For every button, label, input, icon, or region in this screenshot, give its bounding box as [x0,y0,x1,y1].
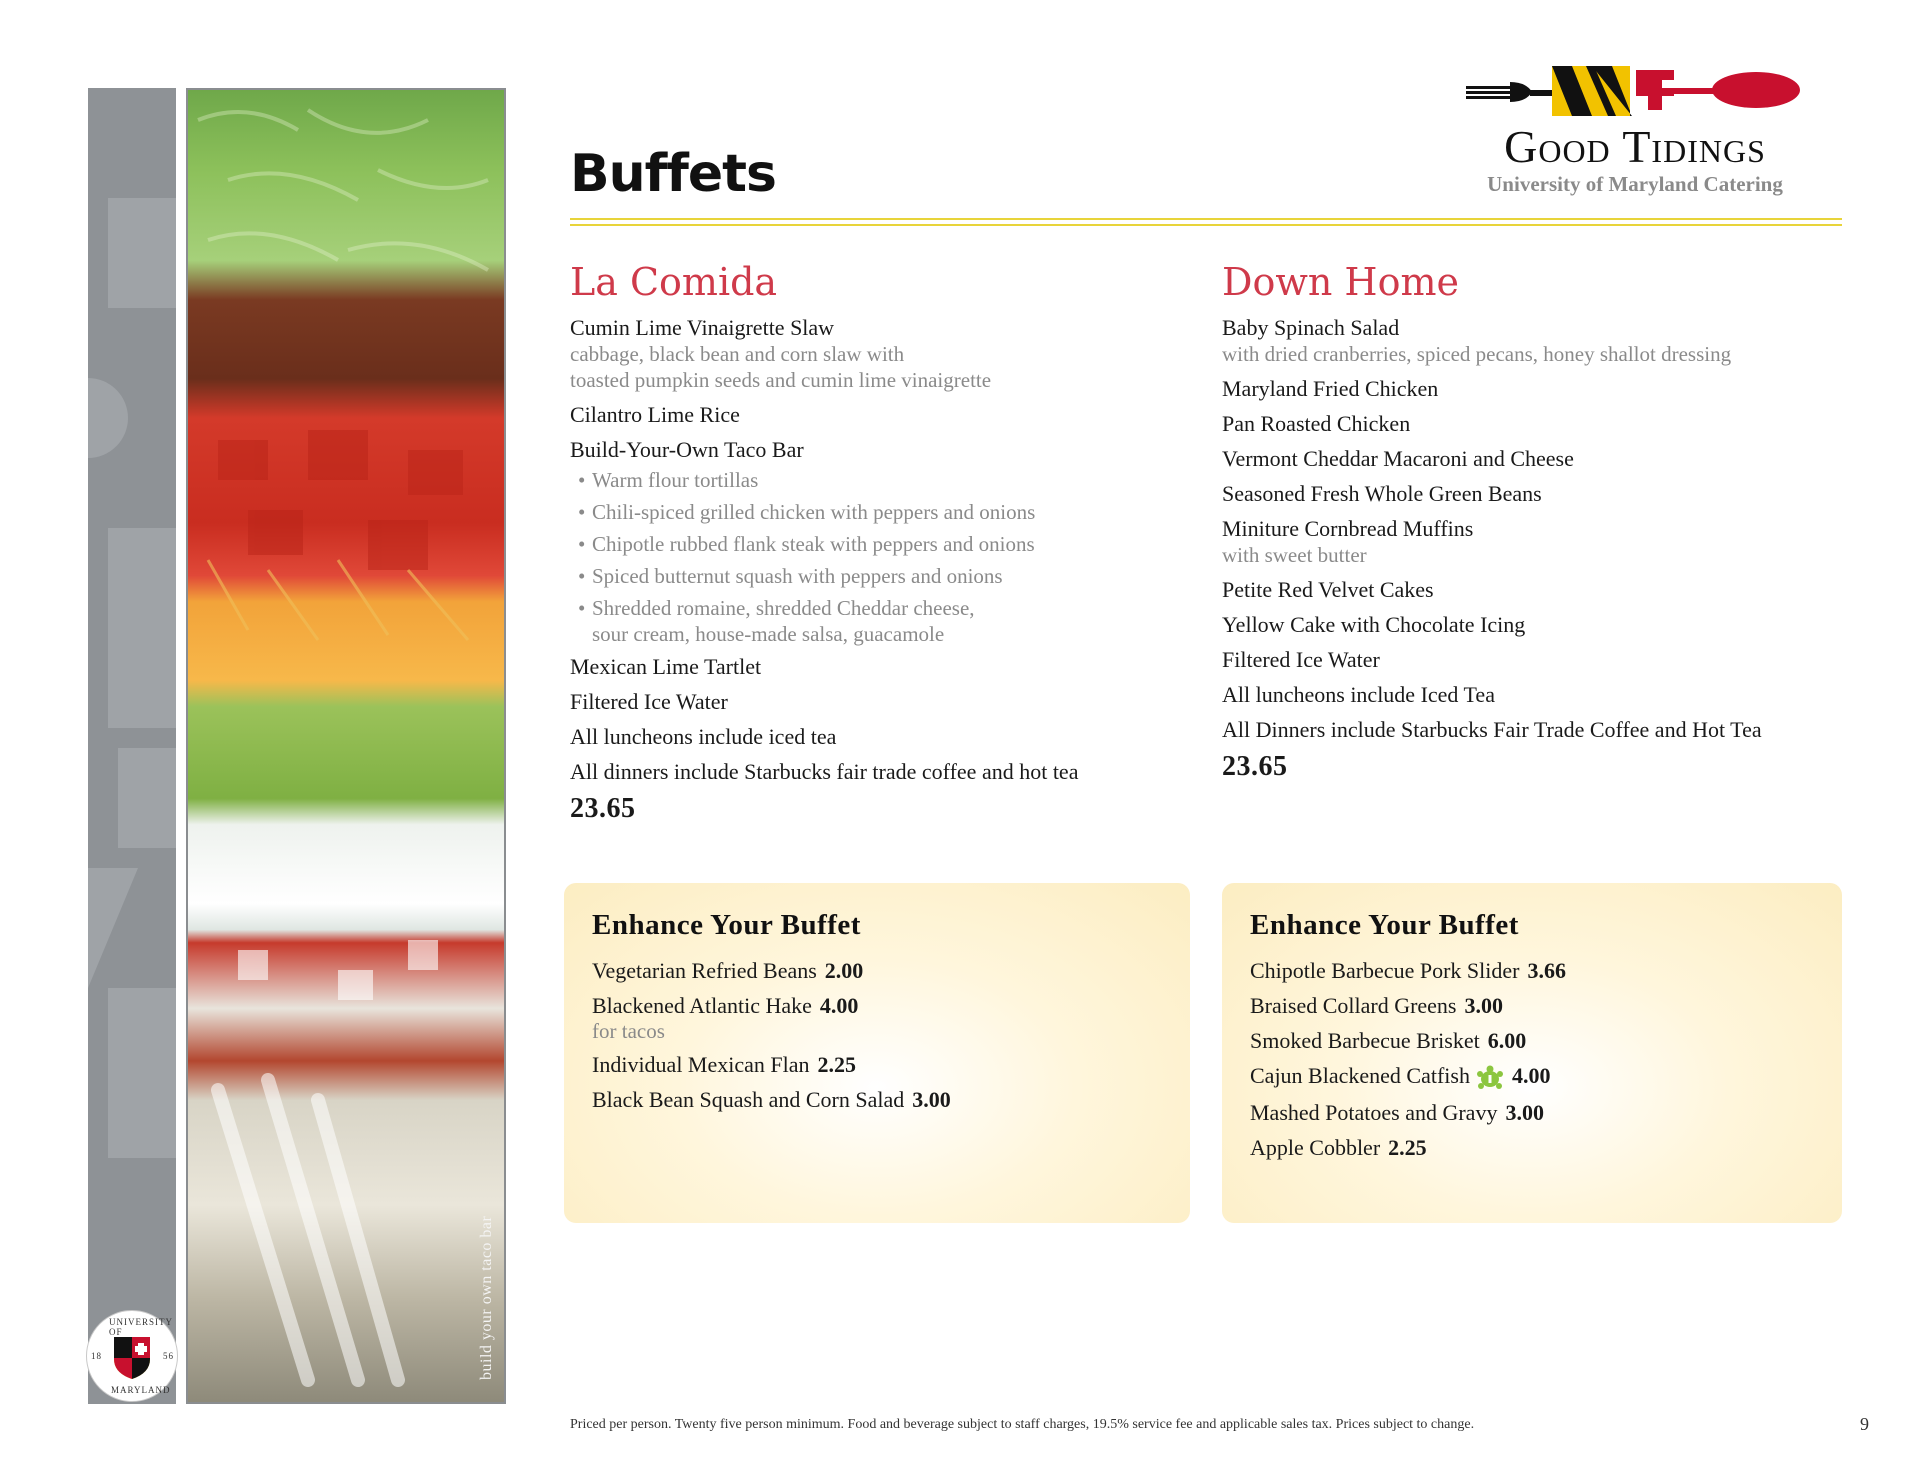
menu-item: All luncheons include Iced Tea [1222,682,1495,707]
addon-item [1250,992,1814,1019]
logo-graphics [1466,66,1802,120]
menu-item [570,436,1170,463]
logo-subtitle: University of Maryland Catering [1487,172,1783,196]
bullet-text: Chili-spiced grilled chicken with peppers and onions [592,500,1036,524]
menu-item: Filtered Ice Water [1222,647,1380,672]
enhance-buffet-panel-left [564,883,1190,1223]
addon-note: for tacos [592,1019,665,1043]
bullet-dot-icon: • [578,468,586,492]
addon-name: Individual Mexican Flan [592,1052,810,1077]
menu-item: Seasoned Fresh Whole Green Beans [1222,481,1542,506]
addon-name: Mashed Potatoes and Gravy [1250,1099,1498,1125]
addon-item [1250,1099,1814,1126]
addon-name: Braised Collard Greens [1250,993,1457,1018]
enhance-title: Enhance Your Buffet [1250,909,1519,941]
addon-item [592,992,1162,1043]
menu-item-description: cabbage, black bean and corn slaw with [570,342,905,366]
seal-top-text: UNIVERSITY OF [109,1317,173,1337]
la-comida-menu [570,258,1170,825]
menu-item: All Dinners include Starbucks Fair Trade Coffee and Hot Tea [1222,717,1762,742]
addon-price: 2.25 [1388,1134,1427,1160]
addon-item [592,1051,1162,1078]
menu-item-name: Miniture Cornbread Muffins [1222,516,1474,541]
addon-name: Cajun Blackened Catfish [1250,1063,1470,1088]
bullet-dot-icon: • [578,564,586,588]
menu-item-description: with dried cranberries, spiced pecans, honey shallot dressing [1222,342,1732,366]
menu-item-name: Baby Spinach Salad [1222,315,1400,340]
addon-name: Chipotle Barbecue Pork Slider [1250,958,1520,983]
turtle-icon [1476,1065,1504,1091]
taco-bar-bullet-list [578,467,1170,647]
menu-item [1222,314,1862,367]
addon-item [1250,1027,1814,1054]
menu-item-description: toasted pumpkin seeds and cumin lime vinaigrette [570,368,992,392]
bullet-item [578,467,1170,493]
addon-price: 3.00 [1505,1099,1544,1125]
enhance-title: Enhance Your Buffet [592,909,861,941]
addon-price: 3.66 [1527,958,1566,983]
menu-item: Vermont Cheddar Macaroni and Cheese [1222,446,1574,471]
bullet-dot-icon: • [578,532,586,556]
menu-price: 23.65 [1222,751,1288,782]
menu-item [570,314,1170,393]
bullet-text: Warm flour tortillas [592,468,759,492]
addon-item [592,1086,1162,1113]
addon-price: 3.00 [912,1087,951,1112]
bullet-text-line: Shredded romaine, shredded Cheddar cheese, [592,596,975,620]
addon-name: Smoked Barbecue Brisket [1250,1028,1480,1053]
section-title: La Comida [570,260,778,304]
bullet-text [592,595,975,647]
menu-item: Petite Red Velvet Cakes [1222,577,1434,602]
maryland-flag-icon [1552,66,1632,116]
fork-icon [1466,82,1554,102]
bullet-dot-icon: • [578,500,586,524]
addon-price: 3.00 [1464,993,1503,1018]
bullet-item [578,499,1170,525]
down-home-menu [1222,258,1862,783]
bullet-item [578,595,1170,647]
bullet-text-line: sour cream, house-made salsa, guacamole [592,622,945,646]
menu-item [570,401,1170,428]
menu-item: All luncheons include iced tea [570,724,837,749]
menu-item: All dinners include Starbucks fair trade coffee and hot tea [570,759,1079,784]
page-title: Buffets [570,144,776,204]
bullet-text: Spiced butternut squash with peppers and onions [592,564,1003,588]
bullet-item [578,531,1170,557]
menu-item-name: Cilantro Lime Rice [570,402,740,427]
addon-item [1250,957,1814,984]
seal-bottom-text: MARYLAND [111,1385,171,1395]
seal-year-left: 18 [91,1351,102,1361]
menu-item: Filtered Ice Water [570,689,728,714]
header-rule-bottom [570,224,1842,226]
addon-item [1250,1062,1814,1091]
taco-bar-photo-texture [188,90,504,1402]
enhance-buffet-panel-right [1222,883,1842,1223]
decorative-gray-band [88,88,176,1404]
menu-item [1222,515,1862,568]
spoon-icon [1636,70,1800,110]
addon-price: 4.00 [819,993,859,1018]
menu-item: Pan Roasted Chicken [1222,411,1411,436]
menu-item: Mexican Lime Tartlet [570,654,762,679]
menu-item: Maryland Fried Chicken [1222,376,1439,401]
bullet-text: Chipotle rubbed flank steak with peppers and onions [592,532,1035,556]
taco-bar-photo [186,88,506,1404]
menu-item-description: with sweet butter [1222,543,1367,567]
addon-price: 4.00 [1511,1063,1551,1088]
addon-name: Vegetarian Refried Beans [592,958,817,983]
bullet-dot-icon: • [578,596,586,620]
logo-brand: Good Tidings [1504,121,1766,172]
addon-item [592,957,1162,984]
university-seal [86,1310,178,1402]
addon-item [1250,1134,1814,1161]
section-title: Down Home [1222,260,1459,304]
menu-item-name: Cumin Lime Vinaigrette Slaw [570,315,835,340]
addon-name: Blackened Atlantic Hake [592,993,812,1018]
addon-price: 2.25 [817,1052,857,1077]
addon-price: 6.00 [1487,1028,1527,1053]
header-rule-top [570,218,1842,220]
addon-name: Black Bean Squash and Corn Salad [592,1087,905,1112]
page-number: 9 [1860,1414,1869,1434]
menu-item-name: Build-Your-Own Taco Bar [570,437,804,462]
addon-price: 2.00 [824,958,864,983]
menu-item: Yellow Cake with Chocolate Icing [1222,612,1526,637]
addon-name: Apple Cobbler [1250,1134,1381,1160]
footer-note: Priced per person. Twenty five person minimum. Food and beverage subject to staff charges, 19.5% service fee and applicable sales tax. Prices subject to change. [570,1417,1475,1432]
menu-price: 23.65 [570,793,636,824]
photo-caption: build your own taco bar [478,1215,495,1380]
bullet-item [578,563,1170,589]
seal-year-right: 56 [163,1351,174,1361]
